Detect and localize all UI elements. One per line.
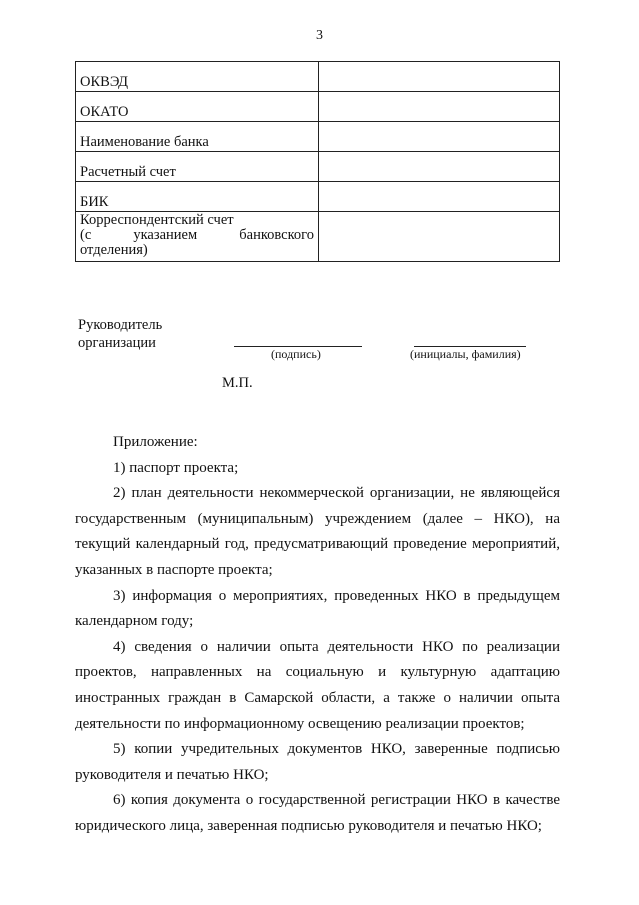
stamp-label: М.П. <box>222 375 253 391</box>
table-row <box>76 212 560 262</box>
annex-item: 5) копии учредительных документов НКО, заверенные подписью руководителя и печатью НКО; <box>75 741 560 783</box>
requisite-value-bank-name <box>319 122 560 152</box>
signer-title-line-2: организации <box>78 335 156 351</box>
requisite-value-account <box>319 152 560 182</box>
annex-item: 2) план деятельности некоммерческой организации, не являющейся государственным (муниципальным) учреждением (далее – НКО), на текущий календарный год, предусматривающий проведение мероприятий, указанных в паспорте проекта; <box>75 485 560 578</box>
signature-caption: (подпись) <box>271 347 321 361</box>
correspondent-word: указанием <box>133 227 198 243</box>
annex-section <box>75 430 560 840</box>
requisite-label-bank-name: Наименование банка <box>76 122 319 152</box>
table-row <box>76 182 560 212</box>
table-row <box>76 92 560 122</box>
requisite-value-bik <box>319 182 560 212</box>
annex-item: 1) паспорт проекта; <box>113 459 239 476</box>
requisite-value-okved <box>319 62 560 92</box>
table-row <box>76 62 560 92</box>
requisite-value-correspondent <box>319 212 560 262</box>
requisite-label-correspondent <box>76 212 319 262</box>
requisite-value-okato <box>319 92 560 122</box>
requisite-label-bik: БИК <box>76 182 319 212</box>
correspondent-line-3: отделения) <box>80 242 148 258</box>
page-number: 3 <box>316 28 323 43</box>
correspondent-line-1: Корреспондентский счет <box>80 212 234 228</box>
correspondent-line-2 <box>80 228 314 243</box>
annex-item: 6) копия документа о государственной регистрации НКО в качестве юридического лица, заверенная подписью руководителя и печатью НКО; <box>75 792 560 834</box>
correspondent-word: (с <box>80 227 92 243</box>
correspondent-word: банковского <box>239 227 314 243</box>
requisite-label-okved: ОКВЭД <box>76 62 319 92</box>
annex-item: 4) сведения о наличии опыта деятельности НКО по реализации проектов, направленных на социальную и культурную адаптацию иностранных граждан в Самарской области, а также о наличии опыта деятельности по информационному освещению реализации проектов; <box>75 638 560 732</box>
requisite-label-okato: ОКАТО <box>76 92 319 122</box>
requisites-table <box>75 61 560 262</box>
table-row <box>76 152 560 182</box>
name-caption: (инициалы, фамилия) <box>410 347 521 361</box>
signer-title-line-1: Руководитель <box>78 317 163 333</box>
annex-item: 3) информация о мероприятиях, проведенных НКО в предыдущем календарном году; <box>75 587 560 630</box>
annex-heading: Приложение: <box>113 434 198 450</box>
signature-block <box>78 316 548 361</box>
table-row <box>76 122 560 152</box>
requisite-label-account: Расчетный счет <box>76 152 319 182</box>
